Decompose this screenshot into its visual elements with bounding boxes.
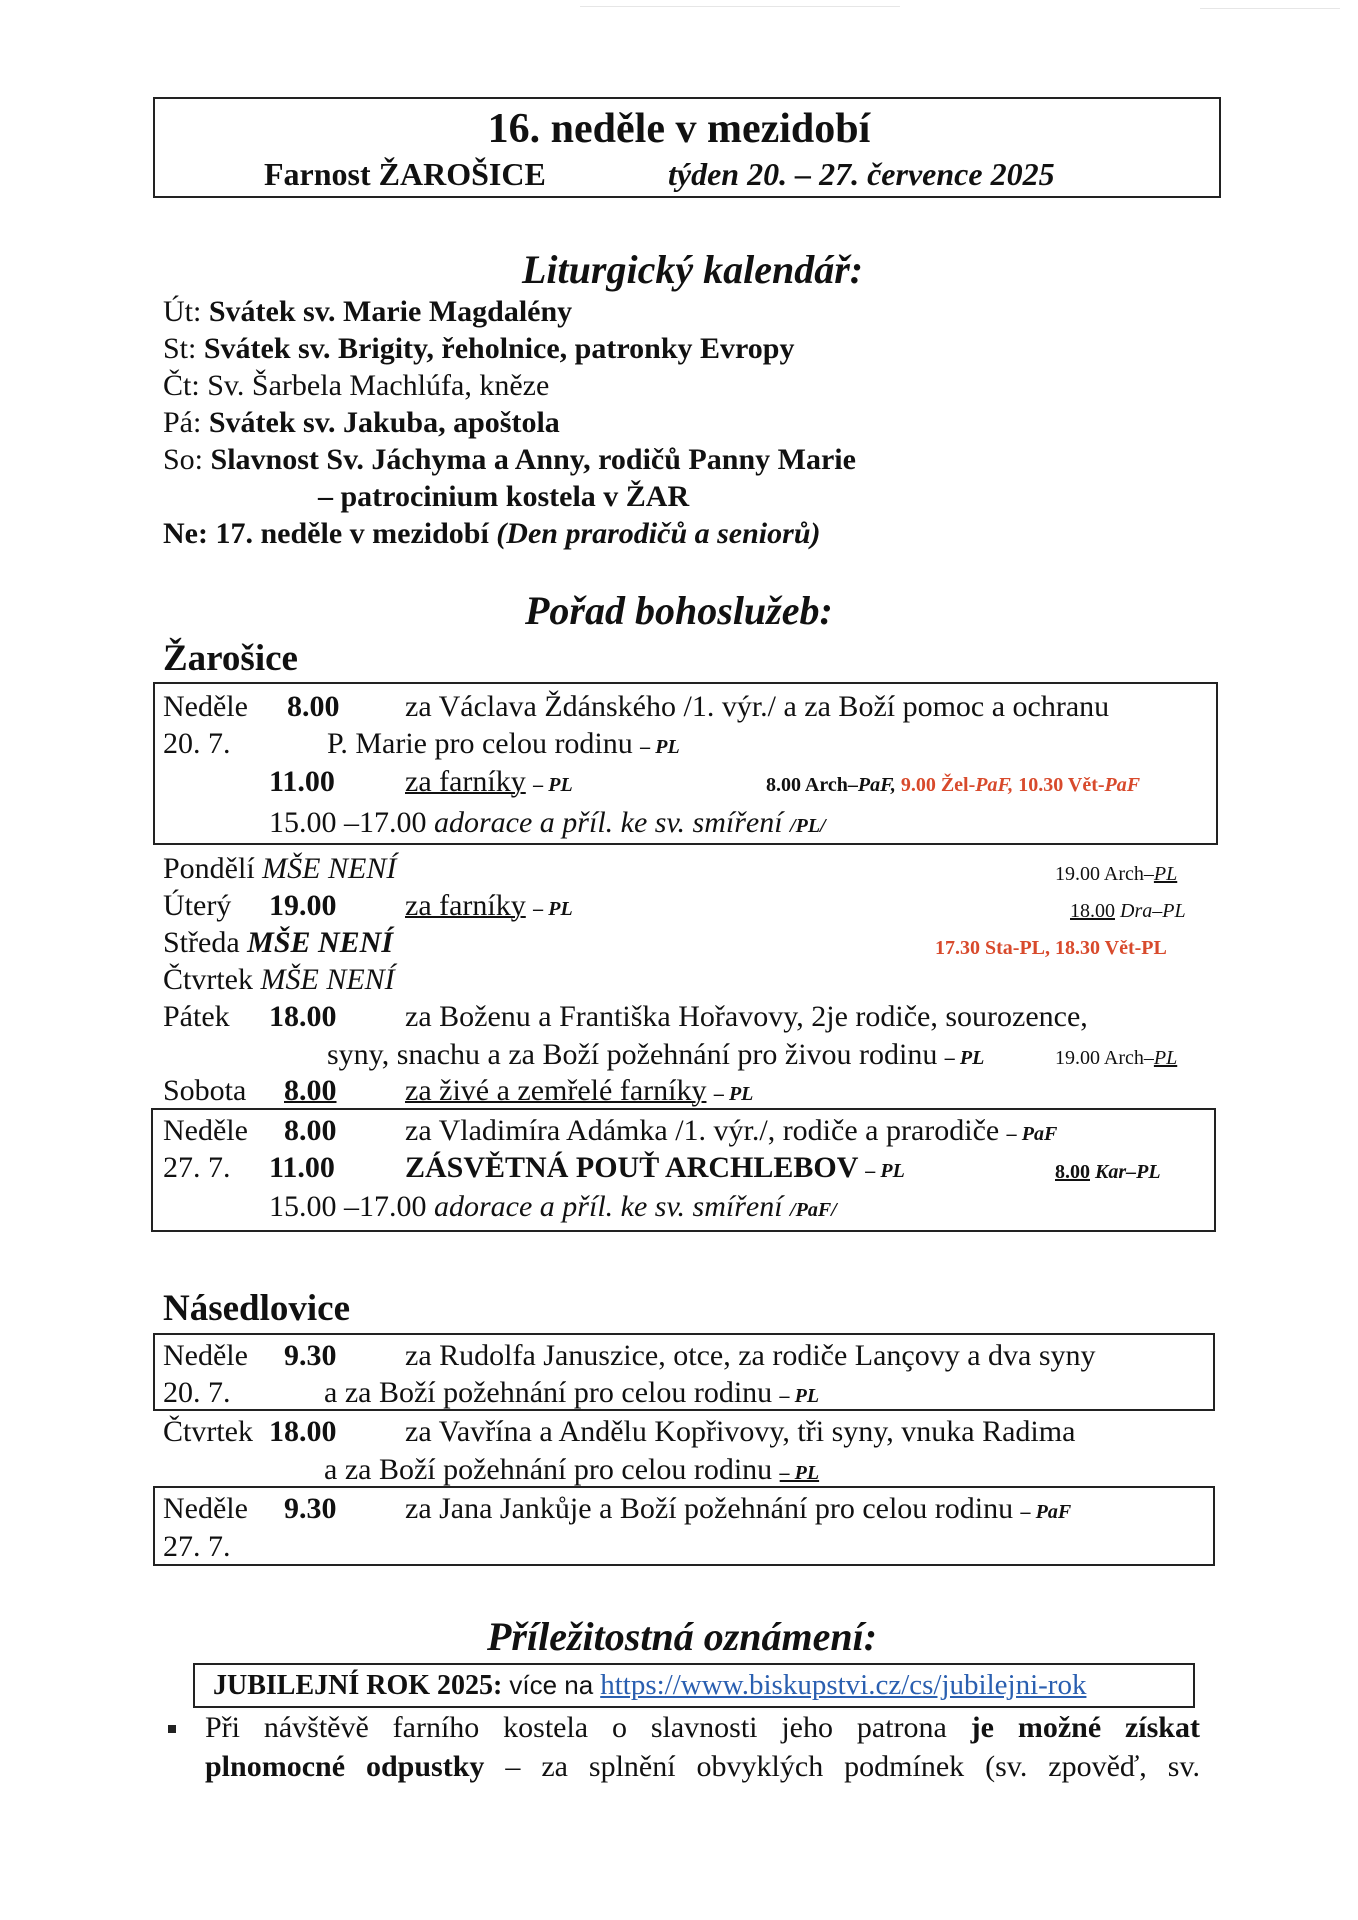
announcements-heading: Příležitostná oznámení: xyxy=(487,1614,878,1659)
place-zarosice: Žarošice xyxy=(163,638,298,679)
mass-intention: za farníky – PL xyxy=(405,889,573,922)
liturgy-line: Ne: 17. neděle v mezidobí (Den prarodičů a seniorů) xyxy=(163,517,821,550)
day-label: Pondělí MŠE NENÍ xyxy=(163,852,397,885)
place-nasedlovice: Násedlovice xyxy=(163,1288,351,1329)
day-label: Čtvrtek xyxy=(163,1415,253,1448)
neighbour-masses: 18.00 Dra–PL xyxy=(1070,900,1186,922)
date-label: 27. 7. xyxy=(163,1151,231,1184)
date-label: 20. 7. xyxy=(163,727,231,760)
neighbour-masses: 17.30 Sta-PL, 18.30 Vět-PL xyxy=(935,937,1167,959)
jubilee-line: JUBILEJNÍ ROK 2025: více na https://www.biskupstvi.cz/cs/jubilejni-rok xyxy=(213,1669,1087,1701)
day-label: Pátek xyxy=(163,1000,230,1033)
mass-intention: za Václava Ždánského /1. výr./ a za Boží pomoc a ochranu xyxy=(405,690,1110,723)
liturgy-line: So: Slavnost Sv. Jáchyma a Anny, rodičů Panny Marie xyxy=(163,443,856,476)
mass-time: 11.00 xyxy=(269,765,335,798)
day-label: Čtvrtek MŠE NENÍ xyxy=(163,963,395,996)
day-label: Neděle xyxy=(163,1492,248,1525)
mass-time: 9.30 xyxy=(284,1339,337,1372)
neighbour-masses: 19.00 Arch–PL xyxy=(1055,863,1178,885)
day-label: Neděle xyxy=(163,1339,248,1372)
day-label: Neděle xyxy=(163,690,248,723)
mass-time: 18.00 xyxy=(269,1415,337,1448)
mass-intention: ZÁSVĚTNÁ POUŤ ARCHLEBOV – PL xyxy=(405,1151,905,1184)
week-range: týden 20. – 27. července 2025 xyxy=(668,156,1055,192)
mass-intention: za Vladimíra Adámka /1. výr./, rodiče a prarodiče – PaF xyxy=(405,1114,1058,1147)
mass-intention: za Boženu a Františka Hořavovy, 2je rodiče, sourozence, xyxy=(405,1000,1088,1033)
liturgy-line: Út: Svátek sv. Marie Magdalény xyxy=(163,295,573,328)
mass-time: 19.00 xyxy=(269,889,337,922)
mass-intention: za Vavřína a Andělu Kopřivovy, tři syny, vnuka Radima xyxy=(405,1415,1076,1448)
mass-intention: za farníky – PL xyxy=(405,765,573,798)
neighbour-masses: 8.00 Arch–PaF, 9.00 Žel-PaF, 10.30 Vět-PaF xyxy=(766,774,1141,796)
liturgy-line: Pá: Svátek sv. Jakuba, apoštola xyxy=(163,406,560,439)
mass-intention: syny, snachu a za Boží požehnání pro živou rodinu – PL xyxy=(327,1038,985,1071)
bullet-icon xyxy=(168,1725,176,1733)
page-title: 16. neděle v mezidobí xyxy=(487,106,871,152)
day-label: Středa MŠE NENÍ xyxy=(163,926,394,959)
scan-artifact xyxy=(580,6,900,7)
mass-intention: P. Marie pro celou rodinu – PL xyxy=(327,727,680,760)
mass-time: 18.00 xyxy=(269,1000,337,1033)
liturgy-line: St: Svátek sv. Brigity, řeholnice, patronky Evropy xyxy=(163,332,795,365)
mass-intention: a za Boží požehnání pro celou rodinu – PL xyxy=(324,1453,820,1486)
announcement-text: plnomocné odpustky – za splnění obvyklých podmínek (sv. zpověď, sv. xyxy=(205,1750,1200,1783)
mass-intention: za živé a zemřelé farníky – PL xyxy=(405,1074,754,1107)
neighbour-masses: 19.00 Arch–PL xyxy=(1055,1047,1178,1069)
jubilee-link[interactable]: https://www.biskupstvi.cz/cs/jubilejni-rok xyxy=(600,1669,1087,1701)
services-heading: Pořad bohoslužeb: xyxy=(525,588,833,633)
mass-time: 9.30 xyxy=(284,1492,337,1525)
mass-time: 11.00 xyxy=(269,1151,335,1184)
mass-time: 8.00 xyxy=(284,1114,337,1147)
announcement-text: Při návštěvě farního kostela o slavnosti jeho patrona je možné získat xyxy=(205,1711,1200,1744)
mass-intention: za Jana Jankůje a Boží požehnání pro celou rodinu – PaF xyxy=(405,1492,1072,1525)
date-label: 27. 7. xyxy=(163,1530,231,1563)
liturgy-line: – patrocinium kostela v ŽAR xyxy=(318,480,690,513)
adoration-line: 15.00 –17.00 adorace a příl. ke sv. smíření /PaF/ xyxy=(269,1190,837,1223)
liturgy-heading: Liturgický kalendář: xyxy=(522,247,864,292)
adoration-line: 15.00 –17.00 adorace a příl. ke sv. smíření /PL/ xyxy=(269,806,826,839)
day-label: Neděle xyxy=(163,1114,248,1147)
neighbour-masses: 8.00 Kar–PL xyxy=(1055,1161,1161,1183)
mass-intention: a za Boží požehnání pro celou rodinu – PL xyxy=(324,1376,820,1409)
scan-artifact xyxy=(1200,8,1340,9)
mass-time: 8.00 xyxy=(284,1074,337,1107)
day-label: Úterý xyxy=(163,889,232,922)
day-label: Sobota xyxy=(163,1074,247,1107)
mass-time: 8.00 xyxy=(287,690,340,723)
liturgy-line: Čt: Sv. Šarbela Machlúfa, kněze xyxy=(163,369,550,402)
mass-intention: za Rudolfa Januszice, otce, za rodiče Lançovy a dva syny xyxy=(405,1339,1096,1372)
parish-name: Farnost ŽAROŠICE xyxy=(264,156,546,192)
date-label: 20. 7. xyxy=(163,1376,231,1409)
